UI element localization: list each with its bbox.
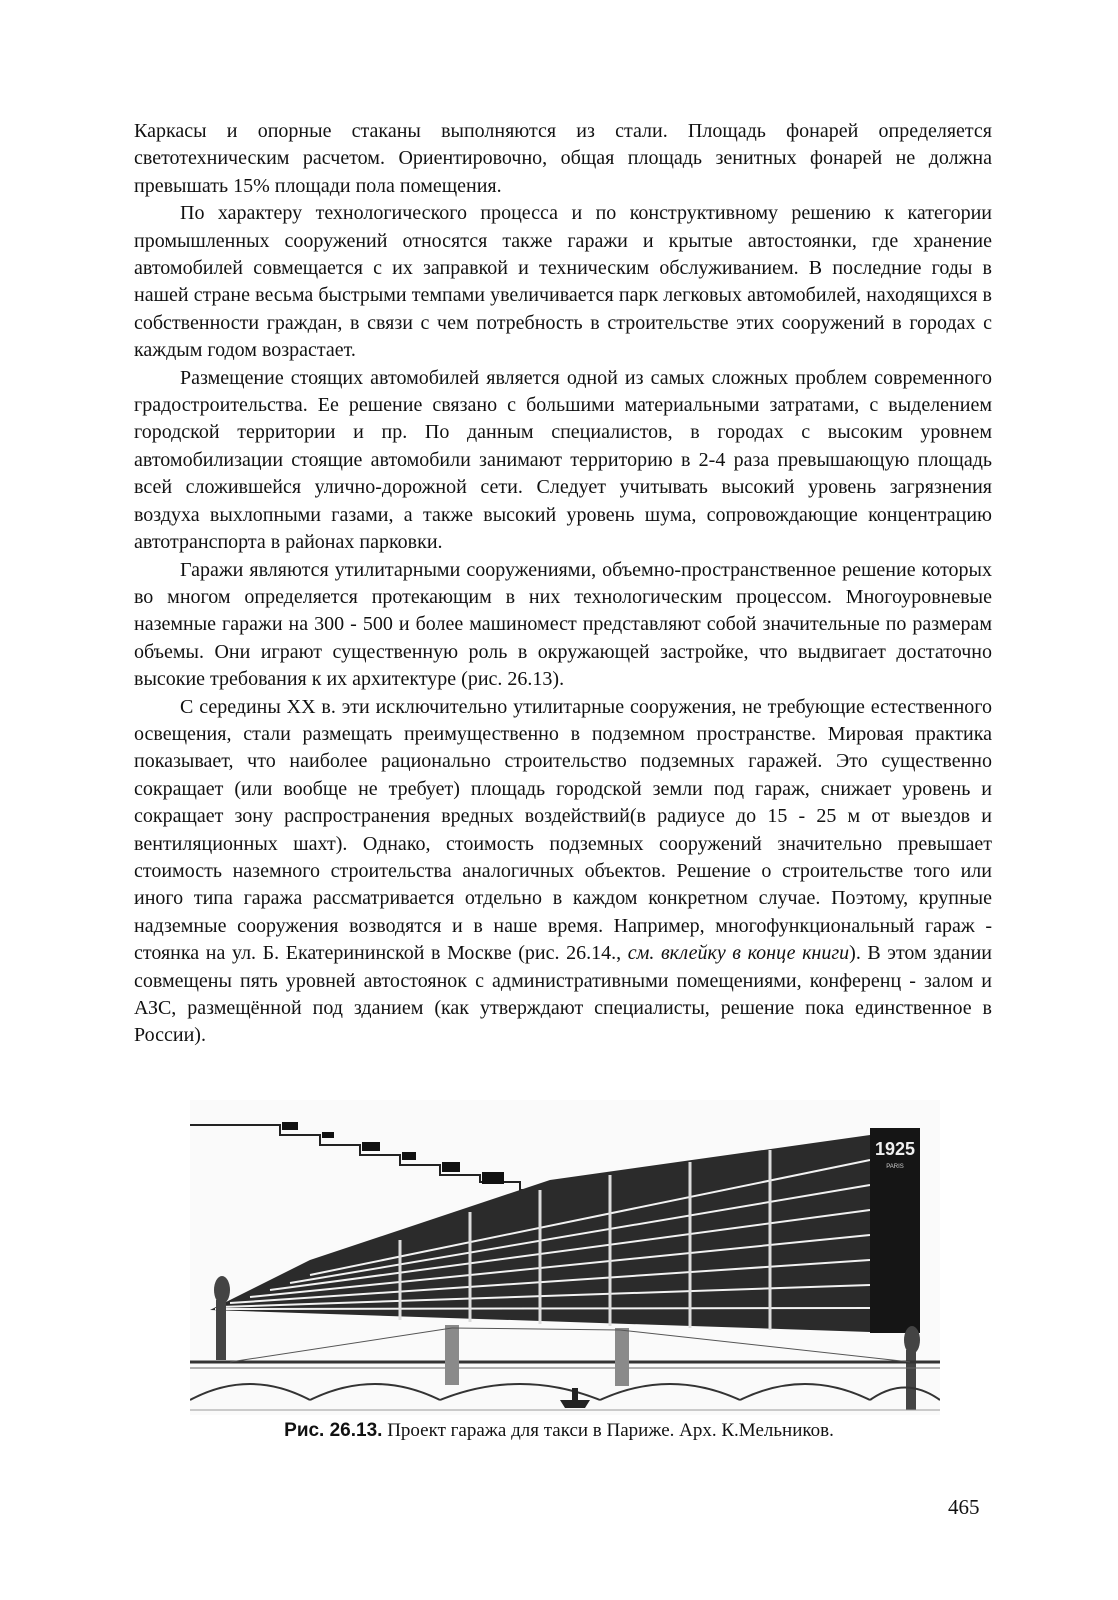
paragraph-1: Каркасы и опорные стаканы выполняются из стали. Площадь фонарей определяется светотехническим расчетом. Ориентировочно, общая площадь зенитных фонарей не должна превышать 15% площади пола помещения.	[134, 120, 992, 197]
paragraph-2: По характеру технологического процесса и по конструктивному решению к категории промышленных сооружений относятся также гаражи и крытые автостоянки, где хранение автомобилей совмещается с их заправкой и техническим обслуживанием. В последние годы в нашей стране весьма быстрыми темпами увеличивается парк легковых автомобилей, находящихся в собственности граждан, в связи с чем потребность в строительстве этих сооружений в городах с каждым годом возрастает.	[134, 202, 992, 362]
page-number: 465	[948, 1495, 980, 1519]
figure-label: Рис. 26.13.	[284, 1420, 383, 1441]
paragraph-5-part-2: ). В этом здании совмещены пять уровней автостоянок с административными помещениями, конференц - залом и АЗС, размещённой под зданием (как утверждают специалисты, решение пока единственное в России).	[134, 942, 993, 1047]
paragraph-5-italic-note: см. вклейку в конце книги	[627, 942, 850, 965]
paragraph-4: Гаражи являются утилитарными сооружениями, объемно-пространственное решение которых во многом определяется протекающим в них технологическим процессом. Многоуровневые наземные гаражи на 300 - 500 и более машиномест представляют собой значительные по размерам объемы. Они играют существенную роль в окружающей застройке, что выдвигает достаточно высокие требования к их архитектуре (рис. 26.13).	[134, 558, 992, 691]
body-text	[134, 118, 992, 1050]
garage-illustration	[190, 1100, 940, 1415]
figure-caption-text: Проект гаража для такси в Париже. Арх. К.Мельников.	[382, 1420, 834, 1441]
plaque-year: 1925	[874, 1139, 916, 1159]
plaque-city: PARIS	[886, 1164, 904, 1170]
paragraph-5	[134, 694, 992, 1050]
paragraph-3: Размещение стоящих автомобилей является одной из самых сложных проблем современного градостроительства. Ее решение связано с большими материальными затратами, с выделением городской территории и пр. По данным специалистов, в городах с высоким уровнем автомобилизации стоящие автомобили занимают территорию в 2-4 раза превышающую площадь всей сложившейся улично-дорожной сети. Следует учитывать высокий уровень загрязнения воздуха выхлопными газами, а также высокий уровень шума, сопровождающие концентрацию автотранспорта в районах парковки.	[134, 366, 992, 554]
paragraph-5-part-1: С середины XX в. эти исключительно утилитарные сооружения, не требующие естественного освещения, стали размещать преимущественно в подземном пространстве. Мировая практика показывает, что наиболее рационально строительство подземных гаражей. Это существенно сокращает (или вообще не требует) площадь городской земли под гараж, снижает уровень и сокращает зону распространения вредных воздействий(в радиусе до 15 - 25 м от выездов и вентиляционных шахт). Однако, стоимость подземных сооружений значительно превышает стоимость наземного строительства аналогичных объектов. Решение о строительстве того или иного типа гаража рассматривается отдельно в каждом конкретном случае. Поэтому, крупные надземные сооружения возводятся и в наше время. Например, многофункциональный гараж - стоянка на ул. Б. Екатерининской в Москве (рис. 26.14.,	[134, 695, 992, 965]
figure-caption	[0, 1420, 1118, 1442]
